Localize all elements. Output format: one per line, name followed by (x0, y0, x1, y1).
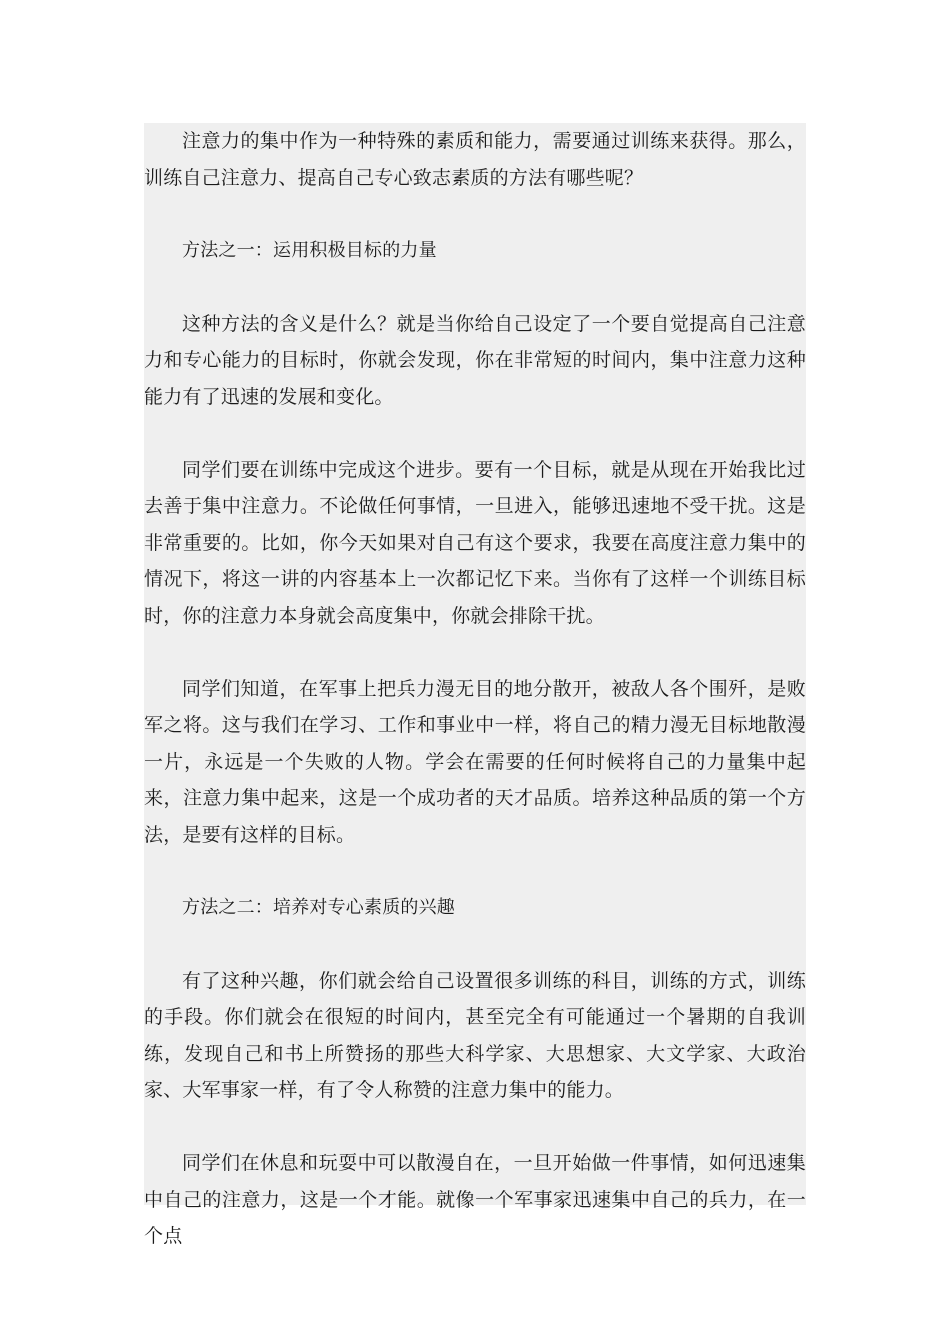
paragraph-military-analogy: 同学们知道，在军事上把兵力漫无目的地分散开，被敌人各个围歼，是败军之将。这与我们在学习、工作和事业中一样，将自己的精力漫无目标地散漫一片，永远是一个失败的人物。学会在需要的任何时候将自己的力量集中起来，注意力集中起来，这是一个成功者的天才品质。培养这种品质的第一个方法，是要有这样的目标。 (144, 677, 806, 846)
paragraph-training-goal: 同学们要在训练中完成这个进步。要有一个目标，就是从现在开始我比过去善于集中注意力。不论做任何事情，一旦进入，能够迅速地不受干扰。这是非常重要的。比如，你今天如果对自己有这个要求，我要在高度注意力集中的情况下，将这一讲的内容基本上一次都记忆下来。当你有了这样一个训练目标时，你的注意力本身就会高度集中，你就会排除干扰。 (144, 458, 806, 627)
paragraph-intro: 注意力的集中作为一种特殊的素质和能力，需要通过训练来获得。那么，训练自己注意力、提高自己专心致志素质的方法有哪些呢？ (144, 130, 806, 189)
heading-method-two: 方法之二：培养对专心素质的兴趣 (182, 896, 455, 918)
paragraph-interest: 有了这种兴趣，你们就会给自己设置很多训练的科目，训练的方式，训练的手段。你们就会在很短的时间内，甚至完全有可能通过一个暑期的自我训练，发现自己和书上所赞扬的那些大科学家、大思想家、大文学家、大政治家、大军事家一样，有了令人称赞的注意力集中的能力。 (144, 969, 806, 1101)
paragraph-focus-talent: 同学们在休息和玩耍中可以散漫自在，一旦开始做一件事情，如何迅速集中自己的注意力，这是一个才能。就像一个军事家迅速集中自己的兵力，在一个点 (144, 1152, 806, 1247)
heading-method-one: 方法之一：运用积极目标的力量 (182, 239, 437, 261)
document-body (144, 123, 806, 1247)
paragraph-method-one-meaning: 这种方法的含义是什么？就是当你给自己设定了一个要自觉提高自己注意力和专心能力的目标时，你就会发现，你在非常短的时间内，集中注意力这种能力有了迅速的发展和变化。 (144, 312, 806, 408)
